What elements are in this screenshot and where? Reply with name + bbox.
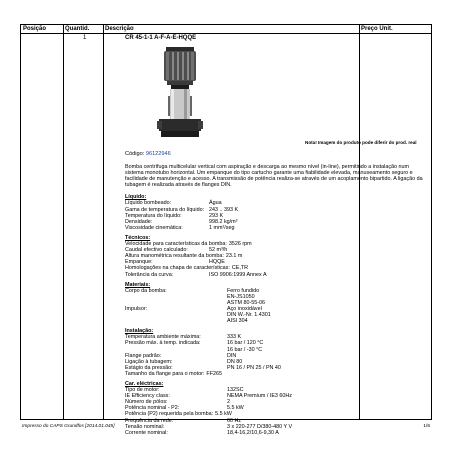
spec-value: 998.2 kg/m³ [209, 218, 238, 225]
page-footer [22, 424, 432, 429]
spec-value: 5.5 kW [227, 405, 244, 412]
spec-value: 23.1 m [225, 253, 243, 260]
product-description: Bomba centrífuga multicelular vertical com aspiração e descarga ao mesmo nível (in-line), permitindo a instalação num sistema monotubo horizontal. Um empanque do tipo cartucho garante uma fiabilidade elevada, manuseamento seguro e facilidade de manutenção e acesso. A transmissão de potência realiza-se através de um acoplamento bipartido. A ligação da tubagem é realizada através de flanges DIN. [125, 164, 423, 189]
spec-label: Estágio da pressão: [125, 364, 173, 371]
header-unit-price: Preço Unit. [361, 26, 393, 32]
spec-value: Aço inoxidável [227, 305, 262, 312]
spec-value: 1 mm²/seg [209, 224, 235, 231]
spec-value: ISO 9906:1999 Annex A [209, 271, 267, 278]
spec-label: Número de pólos: [125, 399, 168, 406]
spec-label: Viscosidade cinemática: [125, 224, 183, 231]
column-divider [63, 25, 64, 419]
spec-label: Tipo de motor: [125, 387, 160, 394]
product-code-value: 96122946 [145, 151, 171, 157]
spec-label: Pressão máx. à temp. indicada: [125, 340, 201, 347]
spec-row [125, 430, 425, 436]
spec-label [125, 318, 225, 324]
spec-value: ASTM 80-55-06 [227, 299, 266, 306]
spec-value: DN 80 [227, 358, 243, 365]
spec-label: Corrente nominal: [125, 429, 168, 436]
spec-value: 16 bar / -30 °C [227, 346, 263, 353]
spec-label: Ligação à tubagem: [125, 358, 173, 365]
spec-label: IE Efficiency class: [125, 393, 170, 400]
spec-label: Tamanho da flange para o motor: [125, 370, 205, 377]
spec-label: Temperatura ambiente máxima: [125, 334, 201, 341]
spec-value: DIN W.-Nr. 1.4301 [227, 312, 271, 319]
spec-value: CE,TR [231, 265, 249, 272]
spec-value: PN 16 / PN 25 / PN 40 [227, 364, 281, 371]
spec-value: Água [209, 200, 222, 207]
spec-section-title: Car. eléctricas: [125, 381, 164, 387]
page-number: 1/6 [423, 424, 430, 429]
spec-value: 3526 rpm [228, 241, 252, 248]
spec-section [125, 328, 425, 377]
spec-value: 3 x 220-277 D/380-480 Y V [227, 423, 293, 430]
spec-label: Velocidade para características da bomba: [125, 241, 227, 248]
footer-print-info: Impresso do CAPS Grundfos [2014.01.045] [22, 424, 115, 429]
spec-label: Caudal efectivo calculado: [125, 247, 188, 254]
image-caption: Nota! Imagem do produto pode diferir do prod. real [305, 140, 417, 145]
header-description: Descrição [105, 26, 134, 32]
spec-label: Temperatura do líquido: [125, 212, 182, 219]
product-details [125, 164, 425, 436]
spec-label: Potência nominal - P2: [125, 405, 180, 412]
spec-value: 132SC [227, 387, 244, 394]
pump-product-image [157, 46, 203, 138]
spec-value: 16 bar / 120 °C [227, 340, 264, 347]
spec-section [125, 235, 425, 278]
spec-value: AISI 304 [227, 318, 248, 325]
item-quantity: 1 [83, 35, 87, 41]
spec-label: Altura manométrica resultante da bomba: [125, 253, 224, 260]
spec-section [125, 282, 425, 325]
spec-label: Densidade: [125, 218, 153, 225]
spec-label: Potência (P2) requerida pela bomba: [125, 411, 214, 418]
spec-value: 5.5 kW [215, 411, 232, 418]
spec-label: Homologações na chapa de características: [125, 265, 230, 272]
header-quantity: Quantid. [65, 26, 90, 32]
spec-value: 243 .. 393 K [209, 206, 239, 213]
spec-label: Empanque: [125, 259, 153, 266]
spec-value: EN-JS1050 [227, 293, 255, 300]
table-header-row [21, 25, 431, 34]
spec-label: Corpo da bomba: [125, 287, 167, 294]
product-code-label: Código: [125, 151, 145, 157]
spec-value: 293 K [209, 212, 224, 219]
spec-value: NEMA Premium / IE3 60Hz [227, 393, 293, 400]
spec-label: Tolerância da curva: [125, 271, 174, 278]
spec-value: FF265 [206, 370, 223, 377]
spec-section-title: Líquido: [125, 194, 147, 201]
spec-section-title: Instalação: [125, 328, 154, 335]
spec-label: Gama de temperatura do líquido: [125, 206, 205, 213]
spec-value: 333 K [227, 334, 242, 341]
spec-value: 52 m³/h [209, 247, 228, 254]
spec-row [125, 318, 425, 324]
spec-row [125, 272, 425, 278]
spec-value: 60 Hz [227, 417, 242, 424]
spec-section-title: Materiais: [125, 281, 151, 288]
spec-value: Ferro fundido [227, 287, 260, 294]
spec-value: DIN [227, 352, 237, 359]
spec-label: Tensão nominal: [125, 423, 165, 430]
spec-label: Frequência da rede: [125, 417, 174, 424]
spec-section-title: Técnicos: [125, 234, 151, 241]
product-code [125, 151, 171, 157]
spec-label: Líquido bombeado: [125, 200, 172, 207]
spec-value: HQQE [209, 259, 225, 266]
spec-value: 2 [227, 399, 230, 406]
spec-section [125, 194, 425, 231]
spec-row [125, 225, 425, 231]
spec-value: 18,4-16,2/10,6-9,30 A [227, 429, 279, 436]
spec-row [125, 371, 425, 377]
spec-label: Flange padrão: [125, 352, 162, 359]
header-position: Posição [23, 26, 47, 32]
item-title: CR 45-1-1 A-F-A-E-HQQE [125, 35, 197, 41]
spec-label: Impulsor: [125, 305, 148, 312]
column-divider [103, 25, 104, 419]
